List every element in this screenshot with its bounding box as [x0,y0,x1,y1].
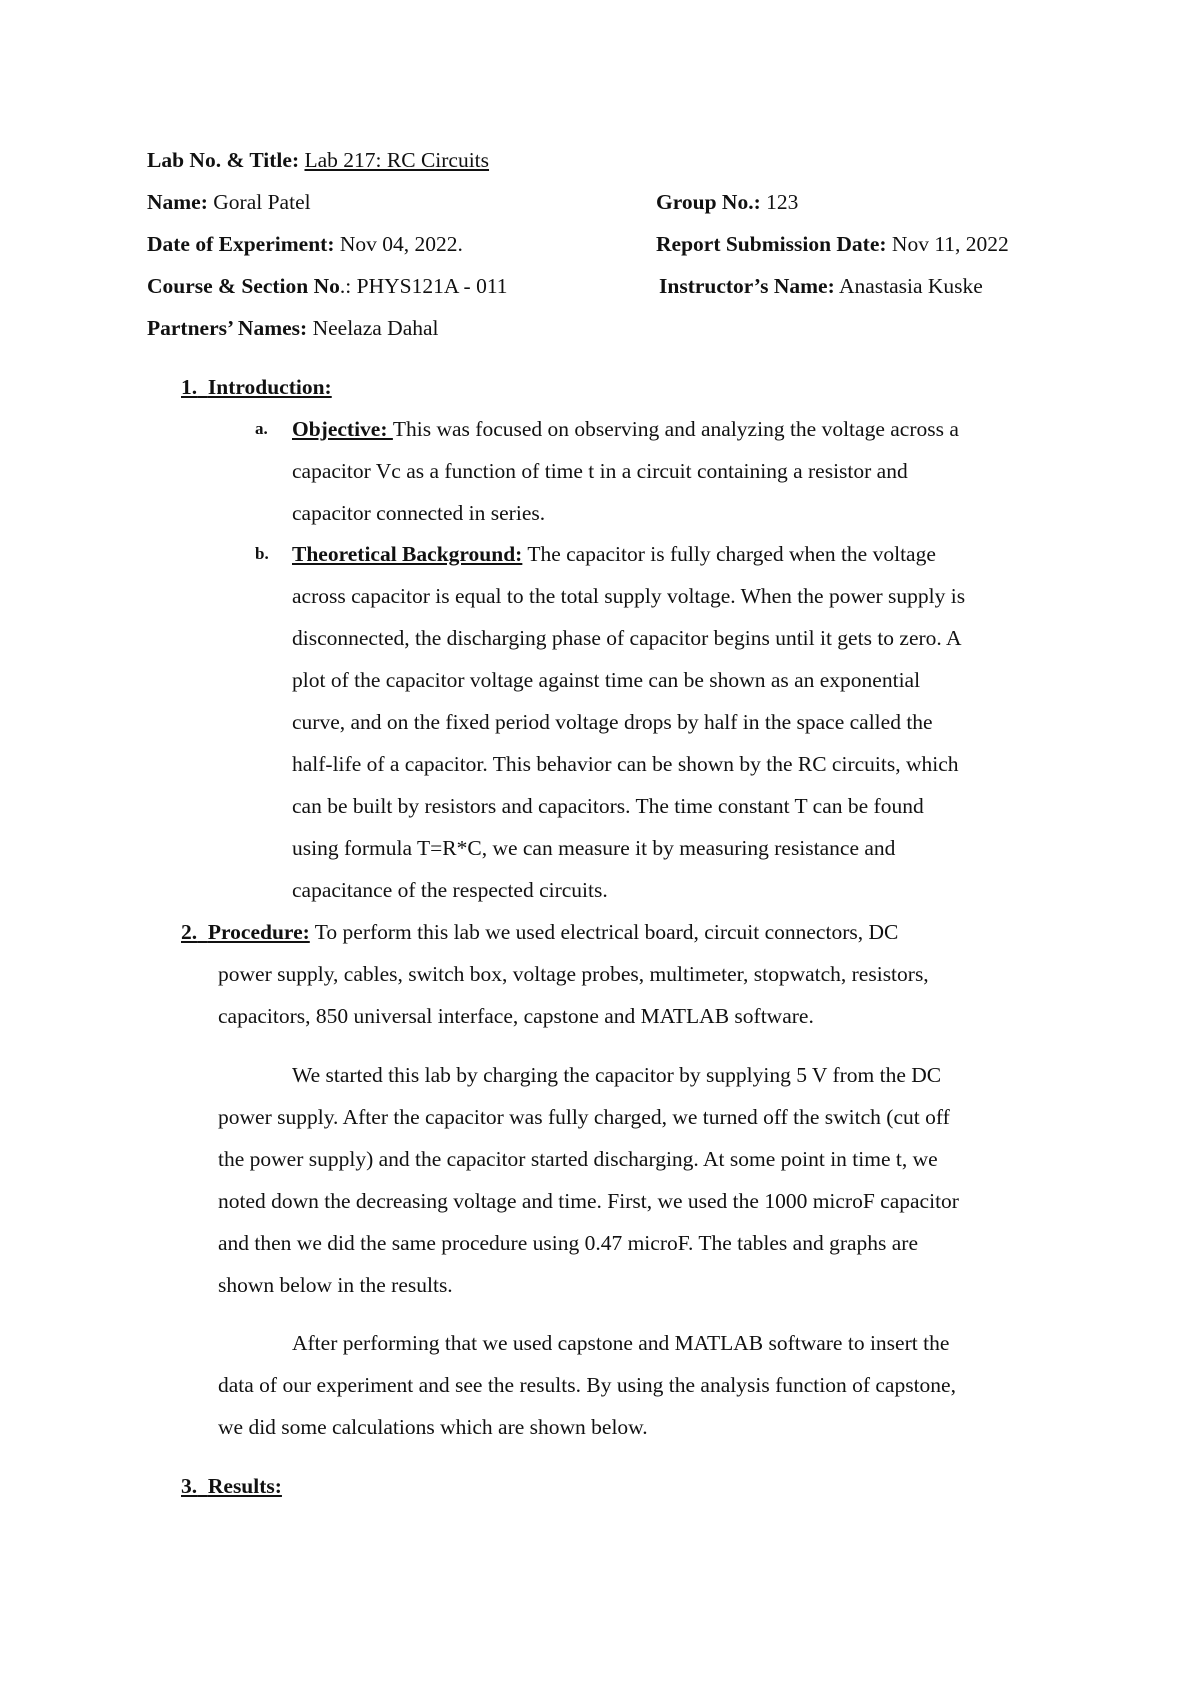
procedure-para2-line-2: power supply. After the capacitor was fully charged, we turned off the switch (cut off [218,1105,950,1129]
objective-label: Objective: [292,417,393,441]
background-line-7: can be built by resistors and capacitors. The time constant T can be found [292,794,924,818]
background-line-8: using formula T=R*C, we can measure it by measuring resistance and [292,836,896,860]
section-intro-number: 1. [181,375,198,399]
section-procedure-line-1 [181,922,898,944]
submission-label: Report Submission Date: [656,232,887,256]
course-line [147,276,508,298]
procedure-para2-line-1: We started this lab by charging the capacitor by supplying 5 V from the DC [292,1063,942,1087]
objective-line-1 [292,419,959,441]
section-results-title: Results: [207,1474,282,1498]
procedure-para3-line-1: After performing that we used capstone and MATLAB software to insert the [292,1331,950,1355]
partners-value: Neelaza Dahal [312,316,439,340]
instructor-line [659,276,983,298]
background-line-4: plot of the capacitor voltage against time can be shown as an exponential [292,668,921,692]
background-line-9: capacitance of the respected circuits. [292,878,608,902]
lab-title-value: Lab 217: RC Circuits [304,148,490,172]
lab-title-line [147,150,489,172]
group-value: 123 [766,190,799,214]
background-line-1 [292,544,936,566]
background-line-3: disconnected, the discharging phase of capacitor begins until it gets to zero. A [292,626,962,650]
date-value: Nov 04, 2022. [339,232,463,256]
background-text-1: The capacitor is fully charged when the voltage [522,542,936,566]
section-procedure-number: 2. [181,920,198,944]
objective-marker: a. [255,419,268,438]
procedure-para3-line-2: data of our experiment and see the results. By using the analysis function of capstone, [218,1373,956,1397]
procedure-para2-line-6: shown below in the results. [218,1273,453,1297]
group-label: Group No.: [656,190,761,214]
name-label: Name: [147,190,208,214]
procedure-text-1: To perform this lab we used electrical board, circuit connectors, DC [309,920,899,944]
background-line-6: half-life of a capacitor. This behavior can be shown by the RC circuits, which [292,752,959,776]
partners-line [147,318,439,340]
section-intro-heading [181,377,332,399]
procedure-line-3: capacitors, 850 universal interface, capstone and MATLAB software. [218,1004,814,1028]
submission-value: Nov 11, 2022 [891,232,1009,256]
date-label: Date of Experiment: [147,232,335,256]
section-procedure-title: Procedure: [207,920,310,944]
date-line [147,234,463,256]
objective-line-3: capacitor connected in series. [292,501,546,525]
instructor-label: Instructor’s Name: [659,274,835,298]
procedure-line-2: power supply, cables, switch box, voltage probes, multimeter, stopwatch, resistors, [218,962,929,986]
objective-line-2: capacitor Vc as a function of time t in a circuit containing a resistor and [292,459,908,483]
section-intro-title: Introduction: [207,375,332,399]
procedure-para3-line-3: we did some calculations which are shown below. [218,1415,648,1439]
background-line-2: across capacitor is equal to the total supply voltage. When the power supply is [292,584,966,608]
background-line-5: curve, and on the fixed period voltage drops by half in the space called the [292,710,933,734]
lab-title-label: Lab No. & Title: [147,148,300,172]
procedure-para2-line-5: and then we did the same procedure using 0.47 microF. The tables and graphs are [218,1231,919,1255]
course-value: .: PHYS121A - 011 [339,274,508,298]
procedure-para2-line-3: the power supply) and the capacitor started discharging. At some point in time t, we [218,1147,938,1171]
submission-line [656,234,1009,256]
partners-label: Partners’ Names: [147,316,308,340]
name-value: Goral Patel [213,190,311,214]
background-label: Theoretical Background: [292,542,523,566]
section-results-heading [181,1476,282,1498]
name-line [147,192,311,214]
course-label: Course & Section No [147,274,340,298]
background-marker: b. [255,544,269,563]
procedure-para2-line-4: noted down the decreasing voltage and time. First, we used the 1000 microF capacitor [218,1189,959,1213]
objective-text-1: This was focused on observing and analyzing the voltage across a [392,417,959,441]
group-line [656,192,798,214]
section-results-number: 3. [181,1474,198,1498]
instructor-value: Anastasia Kuske [838,274,983,298]
